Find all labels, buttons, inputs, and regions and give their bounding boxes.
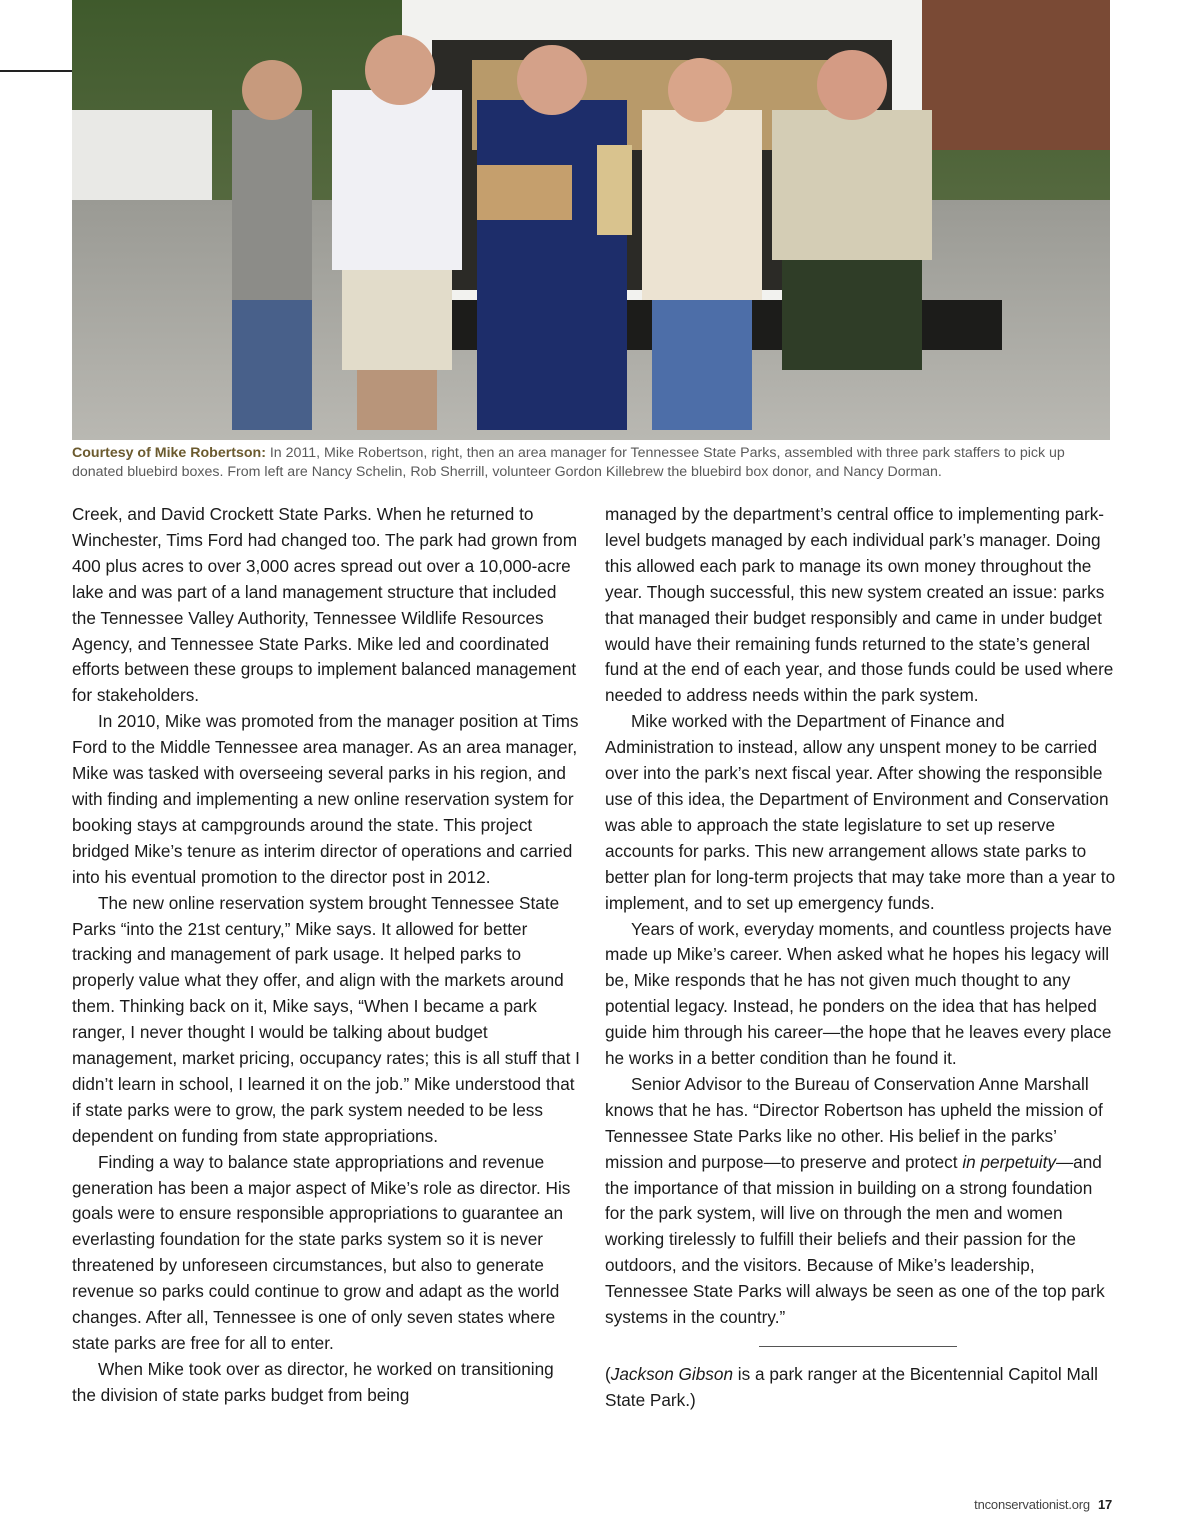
footer-site: tnconservationist.org [974,1497,1090,1512]
page-footer [974,1497,1112,1512]
paragraph: Creek, and David Crockett State Parks. When he returned to Winchester, Tims Ford had changed too. The park had grown from 400 plus acres to over 3,000 acres spread out over a 10,000-acre lake and was part of a land management structure that included the Tennessee Valley Authority, Tennessee Wildlife Resources Agency, and Tennessee State Parks. Mike led and coordinated efforts between these groups to implement balanced management for stakeholders. [72,504,578,706]
corner-rule [0,70,72,72]
paragraph: managed by the department’s central office to implementing park-level budgets managed by each individual park’s manager. Doing this allowed each park to manage its own money throughout the year. Though successful, this new system created an issue: parks that managed their budget responsibly and came in under budget would have their remaining funds returned to the state’s general fund at the end of each year, and those funds could be used where needed to address needs within the park system. [605,504,1114,706]
right-column [605,502,1117,1414]
author-bio [605,1362,1117,1414]
left-column [72,502,582,1409]
paragraph [605,1072,1117,1331]
quote-text: —and the importance of that mission in building on a strong foundation for the park system, will live on through the men and women working tirelessly to fulfill their beliefs and their passion for the outdoors, and the visitors. Because of Mike’s leadership, Tennessee State Parks will always be seen as one of the top park systems in the country.” [605,1151,1105,1328]
paragraph: When Mike took over as director, he worked on transitioning the division of state parks budget from being [72,1358,554,1405]
paragraph: In 2010, Mike was promoted from the manager position at Tims Ford to the Middle Tennessee area manager. As an area manager, Mike was tasked with overseeing several parks in his region, and with finding and implementing a new online reservation system for booking stays at campgrounds around the state. This project bridged Mike’s tenure as interim director of operations and carried into his eventual promotion to the director post in 2012. [72,711,579,887]
paragraph: Years of work, everyday moments, and countless projects have made up Mike’s career. When asked what he hopes his legacy will be, Mike responds that he has not given much thought to any potential legacy. Instead, he ponders on the idea that has helped guide him through his career—the hope that he leaves every place he works in a better condition than he found it. [605,918,1112,1069]
end-rule [759,1346,957,1347]
paragraph: Finding a way to balance state appropriations and revenue generation has been a major aspect of Mike’s role as director. His goals were to ensure responsible appropriations to guarantee an everlasting foundation for the state parks system so it is never threatened by unforeseen circumstances, but also to generate revenue so parks could continue to grow and adapt as the world changes. After all, Tennessee is one of only seven states where state parks are free for all to enter. [72,1151,571,1353]
paragraph: The new online reservation system brought Tennessee State Parks “into the 21st century,” Mike says. It allowed for better tracking and management of park usage. It helped parks to properly value what they offer, and align with the markets around them. Thinking back on it, Mike says, “When I became a park ranger, I never thought I would be talking about budget management, market pricing, occupancy rates; this is all stuff that I didn’t learn in school, I learned it on the job.” Mike understood that if state parks were to grow, the park system needed to be less dependent on funding from state appropriations. [72,892,580,1146]
bio-rest: is a park ranger at the Bicentennial Capitol Mall State Park.) [605,1364,1098,1410]
quote-emphasis: in perpetuity [962,1151,1056,1172]
group-photo [72,0,1110,440]
quote-text: Senior Advisor to the Bureau of Conservation Anne Marshall knows that he has. “Director Robertson has upheld the mission of Tennessee State Parks like no other. His belief in the parks’ mission and purpose—to preserve and protect [605,1073,1103,1172]
bio-open: ( [605,1364,611,1384]
photo-caption [72,444,1112,482]
caption-text: In 2011, Mike Robertson, right, then an area manager for Tennessee State Parks, assembled with three park staffers to pick up donated bluebird boxes. From left are Nancy Schelin, Rob Sherrill, volunteer Gordon Killebrew the bluebird box donor, and Nancy Dorman. [72,445,1065,480]
paragraph: Mike worked with the Department of Finance and Administration to instead, allow any unspent money to be carried over into the park’s next fiscal year. After showing the responsible use of this idea, the Department of Environment and Conservation was able to approach the state legislature to set up reserve accounts for parks. This new arrangement allows state parks to better plan for long-term projects that may take more than a year to implement, and to set up emergency funds. [605,711,1116,913]
bio-name: Jackson Gibson [610,1364,734,1384]
page-number: 17 [1097,1497,1112,1512]
caption-credit: Courtesy of Mike Robertson: [72,445,266,461]
